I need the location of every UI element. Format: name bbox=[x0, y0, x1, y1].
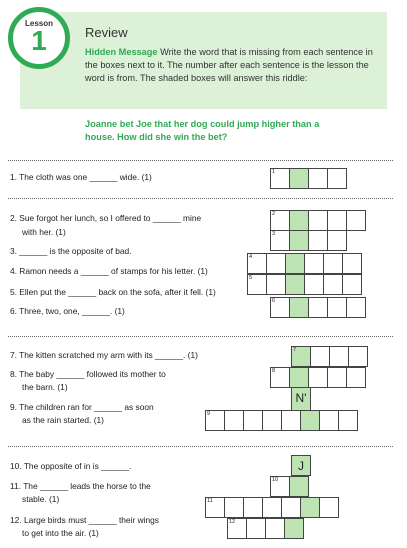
clue-7: 7. The kitten scratched my arm with its ______. (1) bbox=[10, 350, 198, 360]
cell-number: 7 bbox=[293, 347, 297, 353]
answer-cell[interactable] bbox=[346, 210, 366, 231]
answer-row-6 bbox=[270, 297, 366, 318]
answer-cell[interactable] bbox=[281, 410, 301, 431]
cell-number: 4 bbox=[249, 254, 253, 260]
answer-cell[interactable] bbox=[319, 410, 339, 431]
answer-row-5 bbox=[247, 274, 362, 295]
answer-cell[interactable] bbox=[289, 476, 309, 497]
answer-cell[interactable] bbox=[289, 297, 309, 318]
divider bbox=[8, 160, 393, 161]
answer-cell[interactable] bbox=[346, 367, 366, 388]
answer-cell[interactable] bbox=[224, 497, 244, 518]
answer-cell[interactable] bbox=[205, 410, 225, 431]
clue-2: 2. Sue forgot her lunch, so I offered to ______ mine bbox=[10, 213, 202, 223]
answer-cell[interactable] bbox=[308, 367, 328, 388]
answer-row-3 bbox=[270, 230, 347, 251]
answer-cell[interactable] bbox=[304, 274, 324, 295]
cell-number: 11 bbox=[207, 498, 213, 504]
answer-cell[interactable] bbox=[224, 410, 244, 431]
cell-number: 2 bbox=[272, 211, 276, 217]
answer-row-12b bbox=[227, 518, 304, 539]
clue-1: 1. The cloth was one ______ wide. (1) bbox=[10, 172, 152, 182]
answer-cell[interactable] bbox=[266, 253, 286, 274]
answer-cell[interactable] bbox=[247, 274, 267, 295]
divider bbox=[8, 198, 393, 199]
answer-cell[interactable] bbox=[284, 518, 304, 539]
answer-cell[interactable] bbox=[342, 253, 362, 274]
clue-10: 10. The opposite of in is ______. bbox=[10, 461, 132, 471]
cell-number: 9 bbox=[207, 411, 211, 417]
page-title: Review bbox=[85, 25, 128, 40]
cell-number: 6 bbox=[272, 298, 276, 304]
clue-9: 9. The children ran for ______ as soon bbox=[10, 402, 154, 412]
answer-cell[interactable] bbox=[289, 230, 309, 251]
answer-cell[interactable] bbox=[266, 274, 286, 295]
instructions bbox=[85, 46, 375, 85]
answer-cell[interactable] bbox=[289, 168, 309, 189]
answer-cell[interactable] bbox=[285, 253, 305, 274]
given-letter: J bbox=[298, 459, 304, 473]
answer-cell[interactable] bbox=[304, 253, 324, 274]
answer-row-11 bbox=[270, 476, 309, 497]
badge-word: Lesson bbox=[24, 19, 53, 28]
answer-cell[interactable] bbox=[308, 297, 328, 318]
clue-3: 3. ______ is the opposite of bad. bbox=[10, 246, 132, 256]
answer-row-8 bbox=[270, 367, 366, 388]
clue-8: 8. The baby ______ followed its mother to bbox=[10, 369, 166, 379]
answer-cell[interactable] bbox=[308, 210, 328, 231]
answer-cell[interactable] bbox=[270, 230, 290, 251]
answer-cell[interactable] bbox=[246, 518, 266, 539]
answer-cell[interactable] bbox=[262, 410, 282, 431]
answer-cell[interactable] bbox=[265, 518, 285, 539]
answer-row-9 bbox=[205, 410, 358, 431]
answer-cell[interactable] bbox=[348, 346, 368, 367]
answer-cell[interactable] bbox=[285, 274, 305, 295]
clue-11-cont: stable. (1) bbox=[22, 494, 60, 504]
clue-6: 6. Three, two, one, ______. (1) bbox=[10, 306, 125, 316]
answer-cell[interactable] bbox=[342, 274, 362, 295]
answer-row-12a bbox=[205, 497, 339, 518]
clue-9-cont: as the rain started. (1) bbox=[22, 415, 104, 425]
answer-cell[interactable] bbox=[227, 518, 247, 539]
divider bbox=[8, 446, 393, 447]
answer-cell[interactable] bbox=[327, 210, 347, 231]
lesson-badge bbox=[8, 7, 70, 69]
clue-12-cont: to get into the air. (1) bbox=[22, 528, 99, 538]
answer-cell[interactable] bbox=[329, 346, 349, 367]
answer-cell[interactable] bbox=[243, 410, 263, 431]
answer-cell[interactable] bbox=[270, 476, 290, 497]
cell-number: 8 bbox=[272, 368, 276, 374]
answer-cell[interactable] bbox=[327, 230, 347, 251]
answer-row-1 bbox=[270, 168, 347, 189]
answer-row-10 bbox=[291, 455, 311, 476]
answer-cell[interactable] bbox=[291, 346, 311, 367]
cell-number: 5 bbox=[249, 275, 253, 281]
given-letter: N' bbox=[295, 391, 307, 405]
answer-cell[interactable] bbox=[323, 274, 343, 295]
answer-cell[interactable] bbox=[338, 410, 358, 431]
clue-12: 12. Large birds must ______ their wings bbox=[10, 515, 159, 525]
divider bbox=[8, 336, 393, 337]
answer-row-4 bbox=[247, 253, 362, 274]
answer-cell[interactable] bbox=[291, 455, 311, 476]
cell-number: 1 bbox=[272, 169, 276, 175]
answer-cell[interactable] bbox=[270, 168, 290, 189]
clue-11: 11. The ______ leads the horse to the bbox=[10, 481, 151, 491]
answer-cell[interactable] bbox=[323, 253, 343, 274]
clue-5: 5. Ellen put the ______ back on the sofa, after it fell. (1) bbox=[10, 287, 216, 297]
answer-cell[interactable] bbox=[281, 497, 301, 518]
answer-cell[interactable] bbox=[291, 388, 311, 411]
clue-4: 4. Ramon needs a ______ of stamps for his letter. (1) bbox=[10, 266, 208, 276]
answer-cell[interactable] bbox=[205, 497, 225, 518]
answer-cell[interactable] bbox=[270, 210, 290, 231]
badge-number: 1 bbox=[31, 25, 47, 56]
answer-cell[interactable] bbox=[289, 367, 309, 388]
answer-cell[interactable] bbox=[310, 346, 330, 367]
instructions-text: Write the word that is missing from each sentence in the boxes next to it. The number after each sentence is the lesson the word is from. The shaded boxes will answer this riddle: bbox=[85, 47, 373, 83]
answer-cell[interactable] bbox=[262, 497, 282, 518]
answer-cell[interactable] bbox=[270, 367, 290, 388]
answer-cell[interactable] bbox=[308, 230, 328, 251]
answer-cell[interactable] bbox=[327, 297, 347, 318]
answer-cell[interactable] bbox=[327, 367, 347, 388]
cell-number: 3 bbox=[272, 231, 276, 237]
section-title: Hidden Message bbox=[85, 47, 158, 57]
answer-cell[interactable] bbox=[300, 497, 320, 518]
answer-cell[interactable] bbox=[319, 497, 339, 518]
answer-cell[interactable] bbox=[247, 253, 267, 274]
answer-cell[interactable] bbox=[270, 297, 290, 318]
riddle: Joanne bet Joe that her dog could jump higher than a house. How did she win the bet? bbox=[85, 119, 320, 142]
answer-cell[interactable] bbox=[289, 210, 309, 231]
cell-number: 12 bbox=[229, 519, 236, 525]
clue-8-cont: the barn. (1) bbox=[22, 382, 68, 392]
cell-number: 10 bbox=[272, 477, 279, 483]
answer-row-7 bbox=[291, 346, 368, 367]
answer-cell[interactable] bbox=[308, 168, 328, 189]
answer-cell[interactable] bbox=[346, 297, 366, 318]
answer-cell[interactable] bbox=[300, 410, 320, 431]
answer-cell[interactable] bbox=[327, 168, 347, 189]
answer-row-2 bbox=[270, 210, 366, 231]
clue-2-cont: with her. (1) bbox=[22, 227, 66, 237]
answer-cell[interactable] bbox=[243, 497, 263, 518]
